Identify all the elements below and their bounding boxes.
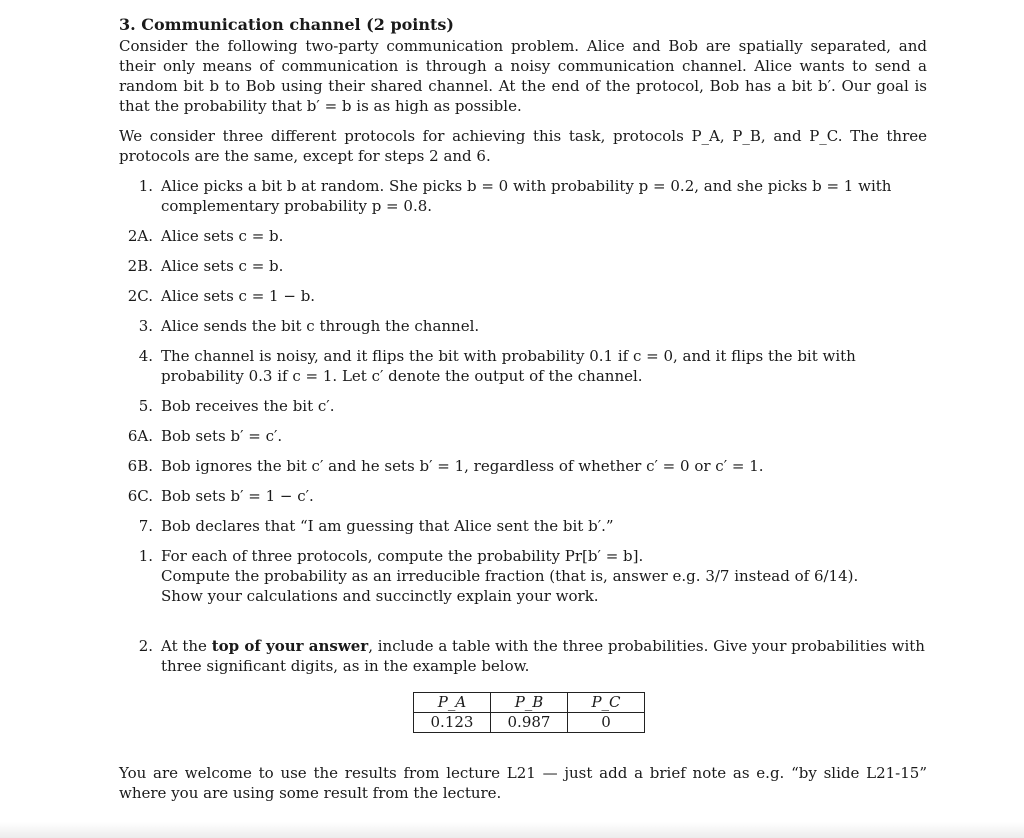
question-1: 1. For each of three protocols, compute the probability Pr[b′ = b]. Compute the probability as an irreducible fraction (that is, answer e.g. 3/7 instead of 6/14). Show your calculations and succinctly explain your work.: [138, 547, 859, 605]
step: 7. Bob declares that “I am guessing that Alice sent the bit b′.”: [138, 517, 614, 535]
step: 6A. Bob sets b′ = c′.: [127, 427, 283, 445]
value-pc: 0: [568, 713, 645, 733]
step: 2B. Alice sets c = b.: [127, 257, 284, 275]
step: 6C. Bob sets b′ = 1 − c′.: [127, 487, 314, 505]
probability-table-wrapper: [131, 692, 927, 733]
protocols-paragraph: We consider three different protocols for achieving this task, protocols P_A, P_B, and P_C. The three protocols are the same, except for steps 2 and 6.: [119, 127, 927, 165]
step: 2A. Alice sets c = b.: [127, 227, 284, 245]
step: 4. The channel is noisy, and it flips the bit with probability 0.1 if c = 0, and it flips the bit with probability 0.3 if c = 1. Let c′ denote the output of the channel.: [138, 347, 856, 385]
header-pa: P_A: [414, 693, 491, 713]
protocol-steps: [119, 176, 927, 536]
document-page: [119, 14, 927, 803]
intro-paragraph: Consider the following two-party communication problem. Alice and Bob are spatially separated, and their only means of communication is through a noisy communication channel. Alice wants to send a random bit b to Bob using their shared channel. At the end of the protocol, Bob has a bit b′. Our goal is that the probability that b′ = b is as high as possible.: [119, 37, 927, 115]
step: 3. Alice sends the bit c through the channel.: [138, 317, 480, 335]
question-2: 2. At the top of your answer, include a table with the three probabilities. Give your probabilities with three significant digits, as in the example below.: [138, 637, 925, 675]
probability-table: [413, 692, 645, 733]
step: 6B. Bob ignores the bit c′ and he sets b′ = 1, regardless of whether c′ = 0 or c′ = 1.: [127, 457, 764, 475]
header-pb: P_B: [491, 693, 568, 713]
step: 5. Bob receives the bit c′.: [138, 397, 335, 415]
step: 1. Alice picks a bit b at random. She picks b = 0 with probability p = 0.2, and she picks b = 1 with complementary probability p = 0.8.: [138, 177, 892, 215]
footer-note: You are welcome to use the results from lecture L21 — just add a brief note as e.g. “by slide L21-15” where you are using some result from the lecture.: [119, 764, 927, 802]
value-pb: 0.987: [491, 713, 568, 733]
step: 2C. Alice sets c = 1 − b.: [127, 287, 316, 305]
section-title: 3. Communication channel (2 points): [119, 15, 454, 34]
value-pa: 0.123: [414, 713, 491, 733]
header-pc: P_C: [568, 693, 645, 713]
page-bottom-edge: [0, 822, 1024, 838]
